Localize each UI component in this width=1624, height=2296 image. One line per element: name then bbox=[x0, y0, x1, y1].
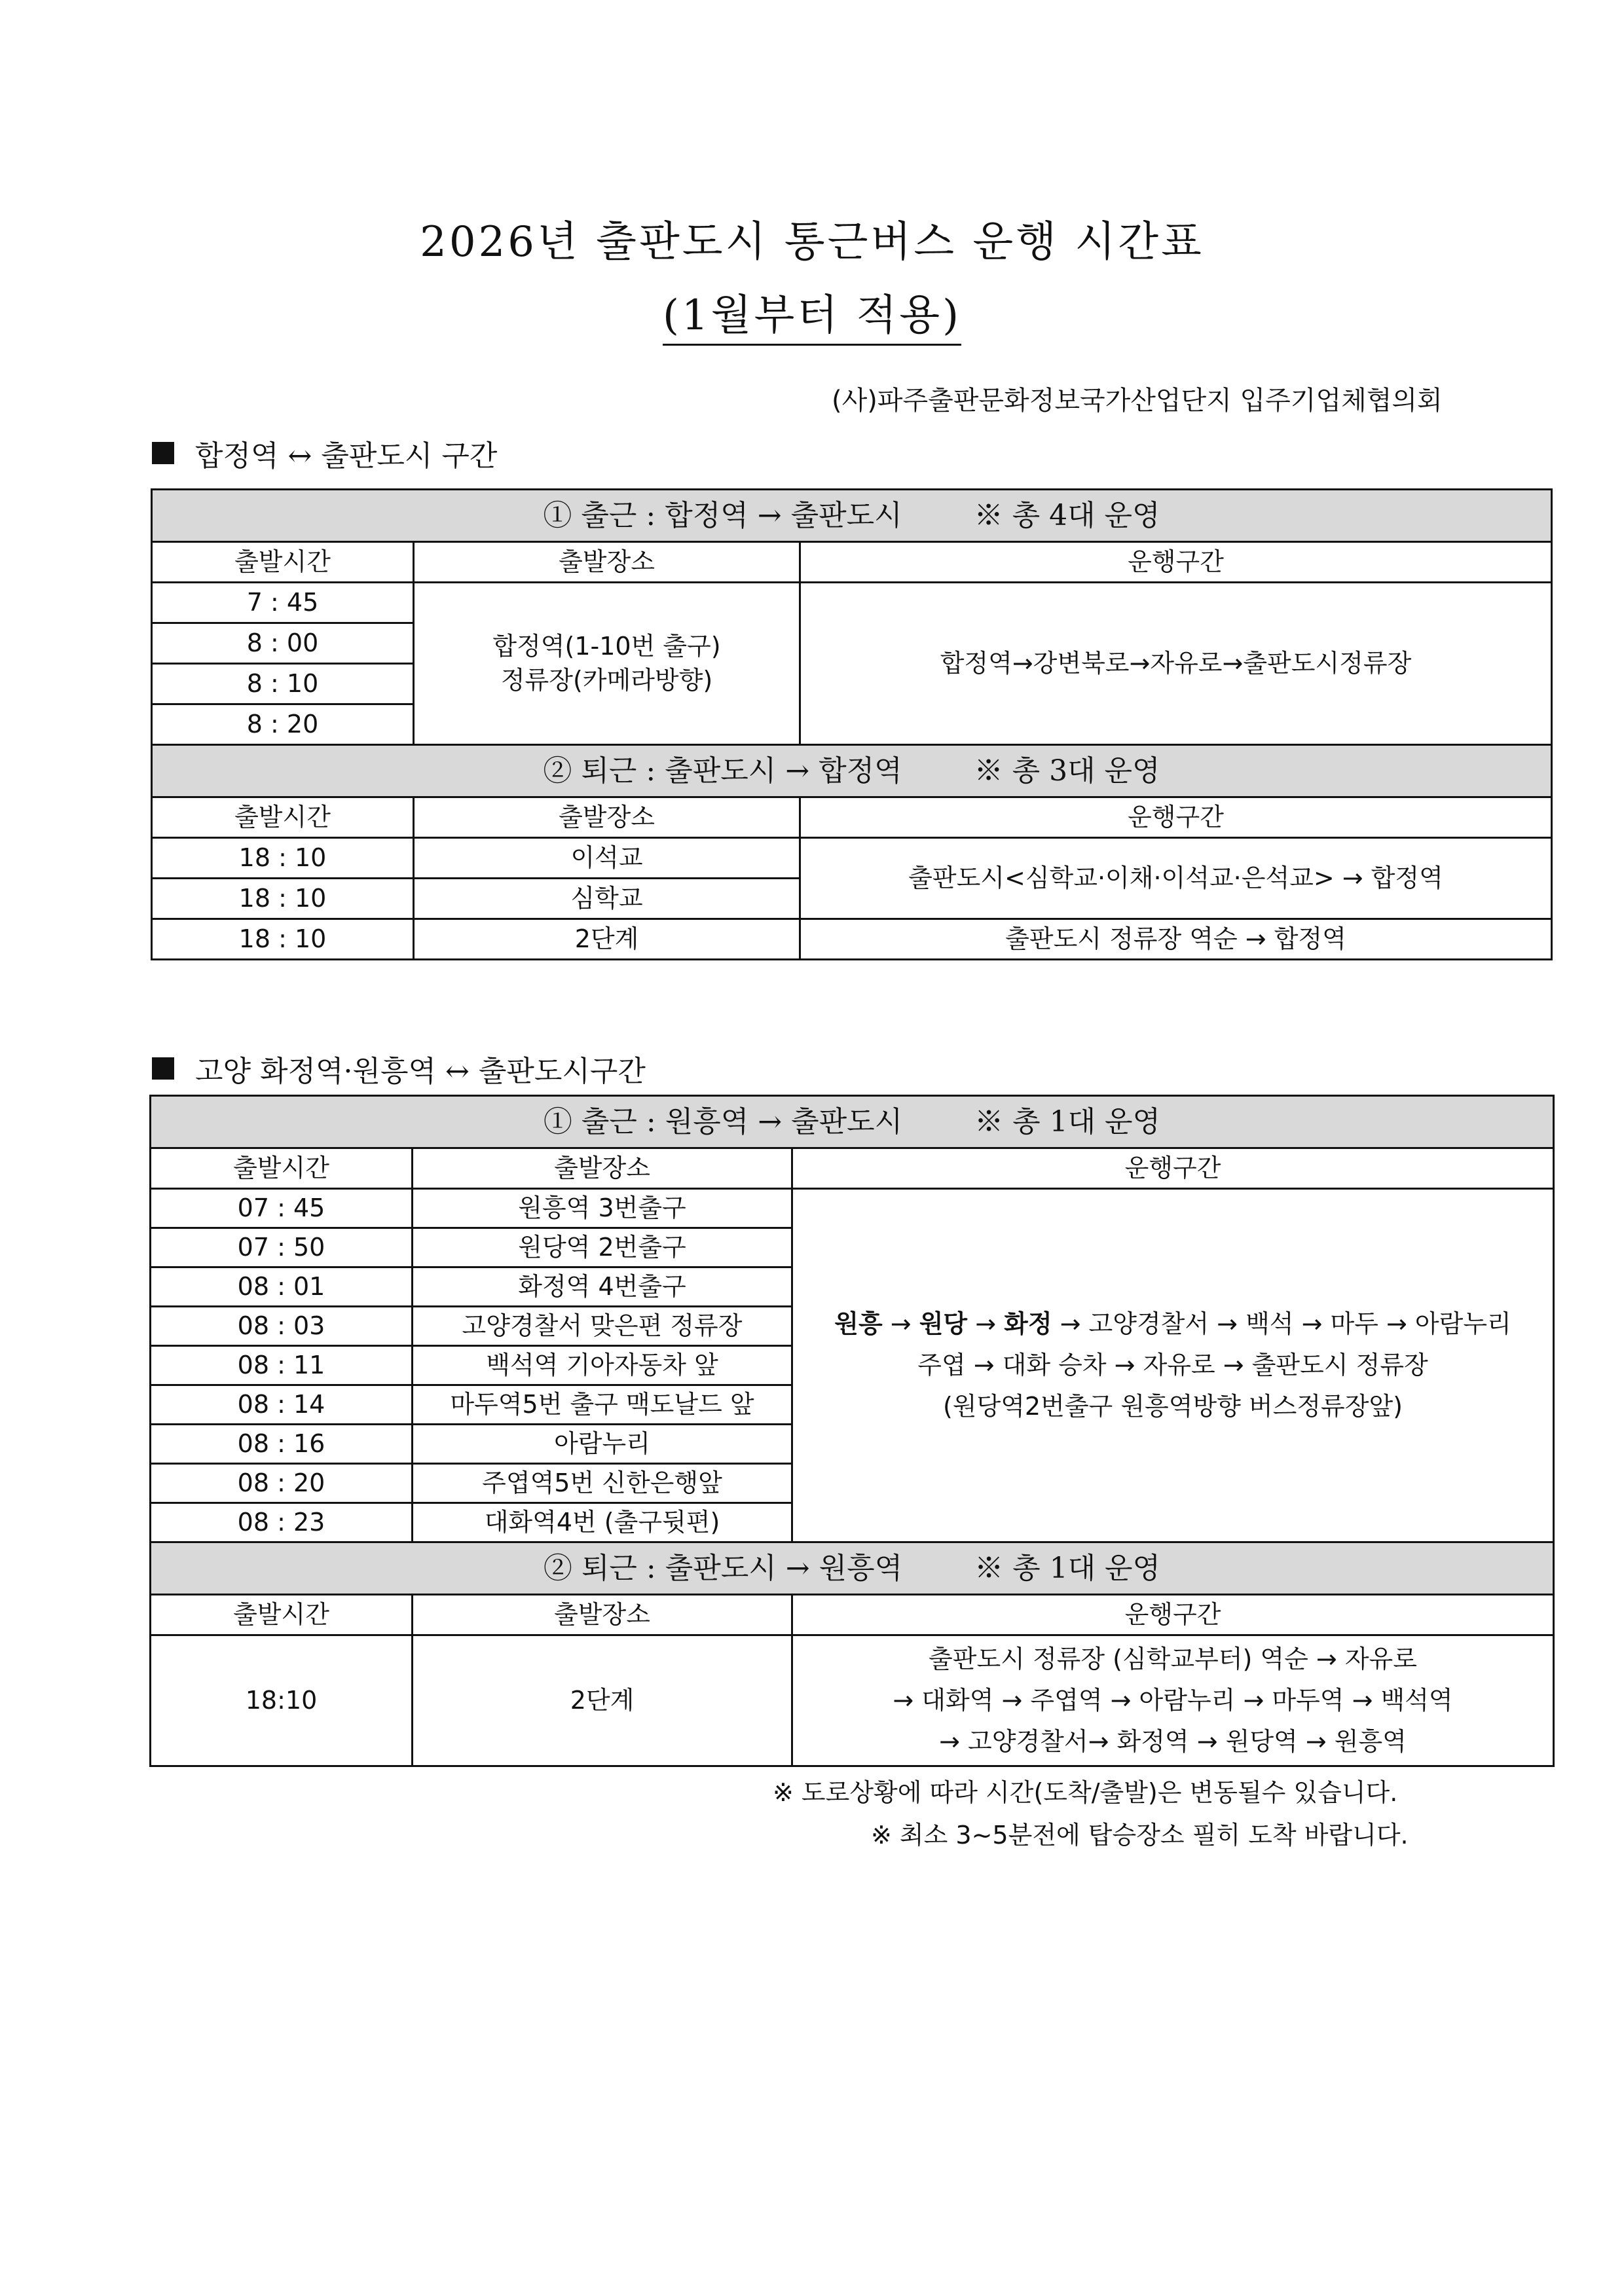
col-route: 운행구간 bbox=[792, 1148, 1554, 1189]
commute-in-header bbox=[152, 490, 1552, 542]
column-header-row bbox=[152, 542, 1552, 583]
table-row bbox=[152, 919, 1552, 960]
place-cell: 아람누리 bbox=[413, 1425, 792, 1464]
commute-in-label: ① 출근 : 합정역 → 출판도시 bbox=[543, 498, 902, 532]
route-rest: → 고양경찰서 → 백석 → 마두 → 아람누리 bbox=[1052, 1309, 1511, 1339]
route-cell: 출판도시 정류장 역순 → 합정역 bbox=[800, 919, 1552, 960]
col-place: 출발장소 bbox=[414, 542, 800, 583]
time-cell: 18:10 bbox=[151, 1635, 413, 1766]
place-cell: 주엽역5번 신한은행앞 bbox=[413, 1464, 792, 1503]
table-header-row bbox=[151, 1542, 1554, 1595]
time-cell: 18 : 10 bbox=[152, 879, 414, 919]
col-place: 출발장소 bbox=[413, 1148, 792, 1189]
place-cell bbox=[414, 583, 800, 745]
route-line bbox=[793, 1303, 1553, 1345]
place-cell: 2단계 bbox=[413, 1635, 792, 1766]
table-header-row bbox=[152, 490, 1552, 542]
col-place: 출발장소 bbox=[413, 1595, 792, 1635]
time-cell: 07 : 50 bbox=[151, 1228, 413, 1267]
route-cell: 합정역→강변북로→자유로→출판도시정류장 bbox=[800, 583, 1552, 745]
time-cell: 07 : 45 bbox=[151, 1189, 413, 1228]
place-cell: 백석역 기아자동차 앞 bbox=[413, 1346, 792, 1385]
table-header-row bbox=[151, 1096, 1554, 1148]
col-time: 출발시간 bbox=[152, 542, 414, 583]
col-route: 운행구간 bbox=[800, 542, 1552, 583]
commute-in-header bbox=[151, 1096, 1554, 1148]
route-line: → 고양경찰서→ 화정역 → 원당역 → 원흥역 bbox=[939, 1726, 1407, 1756]
commute-in-label: ① 출근 : 원흥역 → 출판도시 bbox=[543, 1104, 903, 1139]
place-cell: 고양경찰서 맞은편 정류장 bbox=[413, 1307, 792, 1346]
place-cell: 마두역5번 출구 맥도날드 앞 bbox=[413, 1385, 792, 1425]
time-cell: 18 : 10 bbox=[152, 919, 414, 960]
section2-title: 고양 화정역·원흥역 ↔ 출판도시구간 bbox=[195, 1055, 646, 1088]
time-cell: 8 : 20 bbox=[152, 704, 414, 745]
commute-out-count: ※ 총 3대 운영 bbox=[974, 754, 1160, 788]
commute-out-label: ② 퇴근 : 출판도시 → 원흥역 bbox=[543, 1551, 903, 1585]
commute-out-label: ② 퇴근 : 출판도시 → 합정역 bbox=[543, 754, 902, 788]
time-cell: 08 : 23 bbox=[151, 1503, 413, 1542]
column-header-row bbox=[151, 1595, 1554, 1635]
time-cell: 8 : 00 bbox=[152, 623, 414, 664]
table-row bbox=[151, 1635, 1554, 1766]
commute-in-count: ※ 총 4대 운영 bbox=[974, 498, 1160, 532]
time-cell: 08 : 11 bbox=[151, 1346, 413, 1385]
time-cell: 7 : 45 bbox=[152, 583, 414, 623]
page-subtitle bbox=[0, 282, 1624, 342]
route-line: (원당역2번출구 원흥역방향 버스정류장앞) bbox=[942, 1391, 1403, 1421]
hapjeong-timetable bbox=[151, 488, 1553, 960]
route-cell bbox=[792, 1189, 1554, 1542]
route-stop-bold: 원흥 bbox=[834, 1309, 883, 1339]
table-row bbox=[152, 838, 1552, 879]
place-cell: 원당역 2번출구 bbox=[413, 1228, 792, 1267]
route-arrow: → bbox=[882, 1309, 919, 1339]
section1-title: 합정역 ↔ 출판도시 구간 bbox=[195, 439, 498, 473]
table-header-row bbox=[152, 745, 1552, 797]
table-row bbox=[151, 1189, 1554, 1228]
square-bullet-icon bbox=[152, 442, 174, 464]
section1-heading bbox=[152, 432, 497, 474]
place-cell: 2단계 bbox=[414, 919, 800, 960]
route-arrow: → bbox=[967, 1309, 1005, 1339]
col-time: 출발시간 bbox=[151, 1148, 413, 1189]
route-line: → 대화역 → 주엽역 → 아람누리 → 마두역 → 백석역 bbox=[893, 1686, 1453, 1715]
commute-out-count: ※ 총 1대 운영 bbox=[974, 1551, 1161, 1585]
time-cell: 18 : 10 bbox=[152, 838, 414, 879]
place-line: 정류장(카메라방향) bbox=[500, 665, 713, 695]
table-row bbox=[152, 583, 1552, 623]
route-cell bbox=[792, 1635, 1554, 1766]
place-cell: 화정역 4번출구 bbox=[413, 1267, 792, 1307]
route-line: 출판도시 정류장 (심학교부터) 역순 → 자유로 bbox=[929, 1645, 1417, 1674]
column-header-row bbox=[151, 1148, 1554, 1189]
time-cell: 08 : 01 bbox=[151, 1267, 413, 1307]
place-cell: 이석교 bbox=[414, 838, 800, 879]
route-stop-bold: 원당 bbox=[919, 1309, 968, 1339]
time-cell: 08 : 14 bbox=[151, 1385, 413, 1425]
time-cell: 8 : 10 bbox=[152, 664, 414, 704]
col-place: 출발장소 bbox=[414, 797, 800, 838]
col-time: 출발시간 bbox=[152, 797, 414, 838]
place-cell: 심학교 bbox=[414, 879, 800, 919]
route-line: 주엽 → 대화 승차 → 자유로 → 출판도시 정류장 bbox=[917, 1351, 1428, 1380]
note-arrive-early: ※ 최소 3~5분전에 탑승장소 필히 도착 바랍니다. bbox=[871, 1821, 1409, 1850]
commute-out-header bbox=[152, 745, 1552, 797]
note-road-conditions: ※ 도로상황에 따라 시간(도착/출발)은 변동될수 있습니다. bbox=[773, 1778, 1398, 1807]
page-title: 2026년 출판도시 통근버스 운행 시간표 bbox=[420, 218, 1204, 266]
place-line: 합정역(1-10번 출구) bbox=[492, 632, 721, 661]
subtitle-text: (1월부터 적용) bbox=[663, 291, 961, 346]
time-cell: 08 : 03 bbox=[151, 1307, 413, 1346]
section2-heading bbox=[152, 1048, 646, 1089]
time-cell: 08 : 16 bbox=[151, 1425, 413, 1464]
column-header-row bbox=[152, 797, 1552, 838]
time-cell: 08 : 20 bbox=[151, 1464, 413, 1503]
commute-in-count: ※ 총 1대 운영 bbox=[974, 1104, 1161, 1139]
commute-out-header bbox=[151, 1542, 1554, 1595]
col-route: 운행구간 bbox=[800, 797, 1552, 838]
square-bullet-icon bbox=[152, 1057, 174, 1080]
route-stop-bold: 화정 bbox=[1004, 1309, 1052, 1339]
route-cell: 출판도시<심학교·이채·이석교·은석교> → 합정역 bbox=[800, 838, 1552, 919]
place-cell: 원흥역 3번출구 bbox=[413, 1189, 792, 1228]
wonheung-timetable bbox=[149, 1095, 1555, 1767]
col-time: 출발시간 bbox=[151, 1595, 413, 1635]
organization-name: (사)파주출판문화정보국가산업단지 입주기업체협의회 bbox=[832, 386, 1443, 416]
col-route: 운행구간 bbox=[792, 1595, 1554, 1635]
place-cell: 대화역4번 (출구뒷편) bbox=[413, 1503, 792, 1542]
